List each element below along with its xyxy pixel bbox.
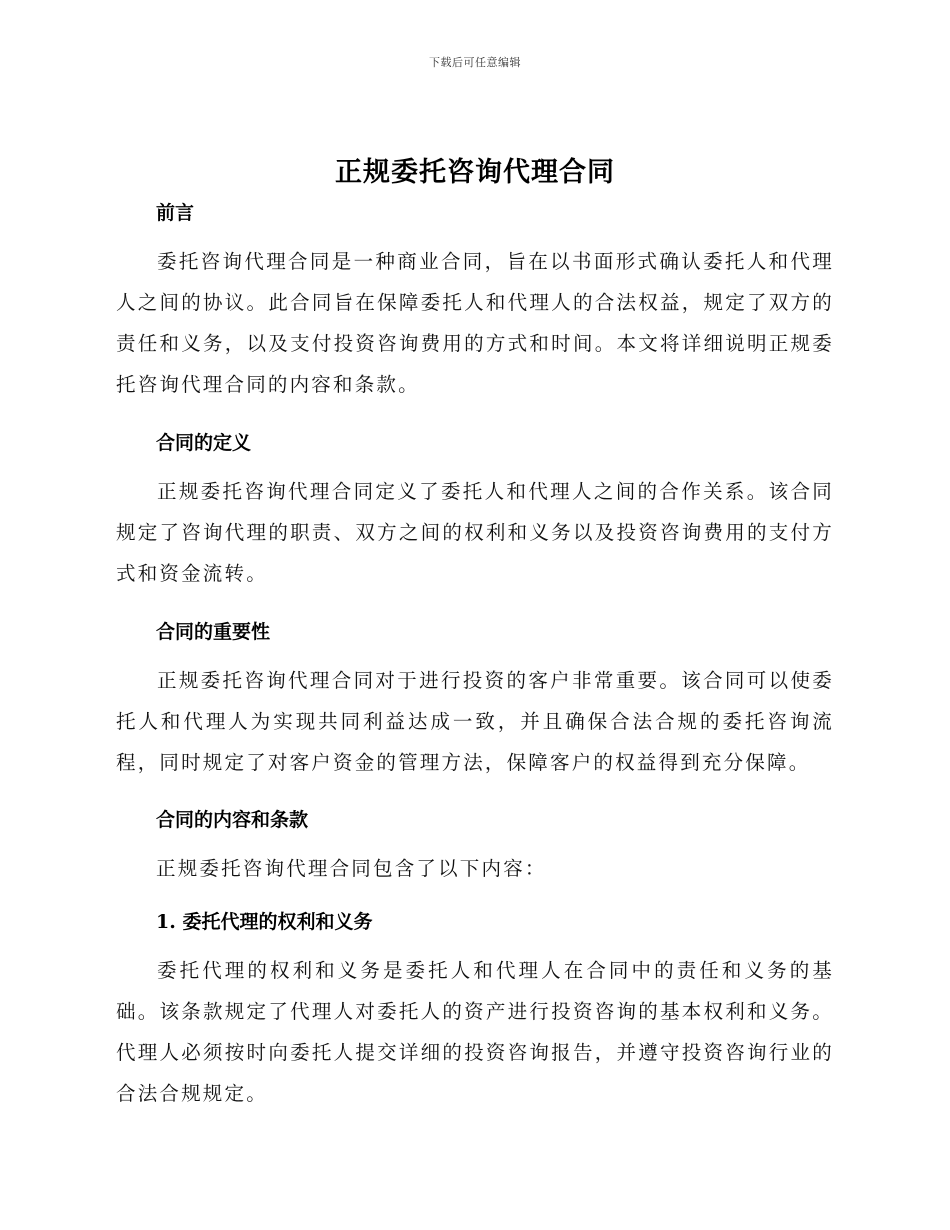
definition-heading: 合同的定义 — [156, 432, 252, 454]
content-intro-block — [116, 848, 834, 889]
item1-heading-block — [116, 907, 834, 934]
header-note: 下载后可任意编辑 — [429, 56, 521, 69]
content-intro: 正规委托咨询代理合同包含了以下内容： — [156, 857, 547, 880]
importance-paragraph-block — [116, 660, 834, 783]
preface-heading-block — [116, 198, 834, 225]
preface-paragraph-block — [116, 241, 834, 405]
preface-heading: 前言 — [156, 202, 195, 224]
item1-paragraph: 委托代理的权利和义务是委托人和代理人在合同中的责任和义务的基础。该条款规定了代理人对委托人的资产进行投资咨询的基本权利和义务。代理人必须按时向委托人提交详细的投资咨询报告，并遵守投资咨询行业的合法合规规定。 — [116, 959, 834, 1105]
document-title: 正规委托咨询代理合同 — [335, 157, 615, 188]
content-heading-block — [116, 805, 834, 832]
importance-heading: 合同的重要性 — [156, 621, 271, 643]
item1-heading: 1. 委托代理的权利和义务 — [156, 911, 373, 933]
definition-paragraph-block — [116, 471, 834, 594]
importance-paragraph: 正规委托咨询代理合同对于进行投资的客户非常重要。该合同可以使委托人和代理人为实现共同利益达成一致，并且确保合法合规的委托咨询流程，同时规定了对客户资金的管理方法，保障客户的权益得到充分保障。 — [116, 669, 834, 774]
definition-paragraph: 正规委托咨询代理合同定义了委托人和代理人之间的合作关系。该合同规定了咨询代理的职责、双方之间的权利和义务以及投资咨询费用的支付方式和资金流转。 — [116, 480, 834, 585]
importance-heading-block — [116, 617, 834, 644]
definition-heading-block — [116, 428, 834, 455]
content-heading: 合同的内容和条款 — [156, 809, 309, 831]
item1-paragraph-block — [116, 950, 834, 1114]
preface-paragraph: 委托咨询代理合同是一种商业合同，旨在以书面形式确认委托人和代理人之间的协议。此合同旨在保障委托人和代理人的合法权益，规定了双方的责任和义务，以及支付投资咨询费用的方式和时间。本文将详细说明正规委托咨询代理合同的内容和条款。 — [116, 250, 834, 396]
